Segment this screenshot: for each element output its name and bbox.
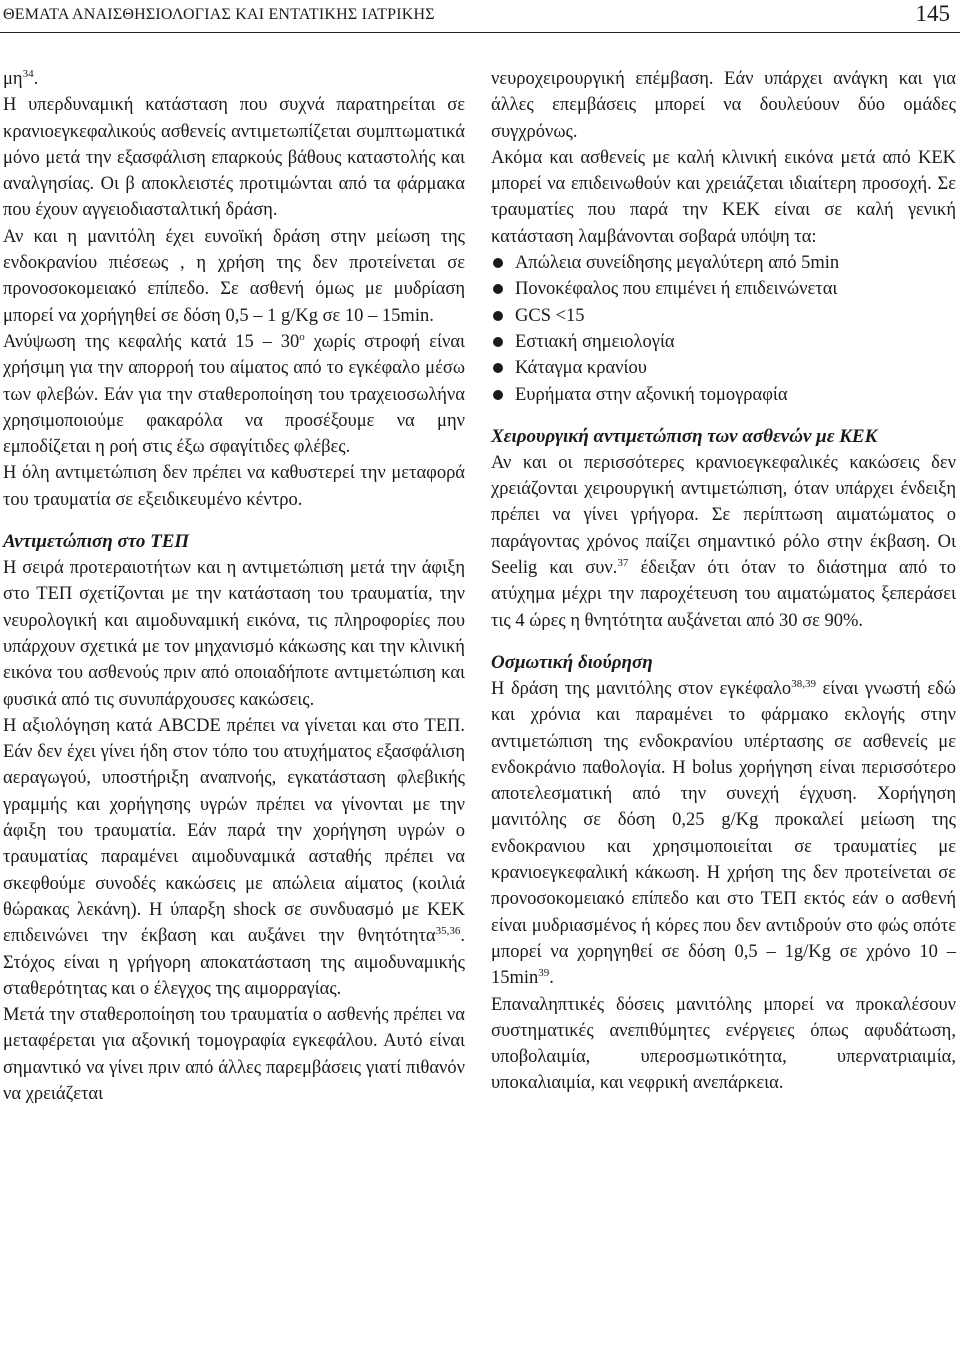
- citation-ref: 37: [617, 557, 629, 570]
- list-item-text: Εστιακή σημειολογία: [515, 331, 675, 352]
- paragraph: Μετά την σταθεροποίηση του τραυματία ο ασθενής πρέπει να μεταφέρεται για αξονική τομογραφία εγκεφάλου. Αυτό είναι σημαντικό να γίνει πριν από άλλες παρεμβάσεις γιατί πιθανόν να χρειάζεται: [3, 1005, 465, 1104]
- paragraph: Αν και η μανιτόλη έχει ευνοϊκή δράση στην μείωση της ενδοκρανίου πιέσεως , η χρήση της δεν προτείνεται σε προνοσοκομειακό επίπεδο. Σε ασθενή όμως με μυδρίαση μπορεί να χορήγηθεί σε δόση 0,5 – 1 g/Kg σε 10 – 15min.: [3, 226, 465, 326]
- paragraph: [3, 329, 465, 460]
- degree-mark: ο: [299, 330, 305, 343]
- list-item-text: Απώλεια συνείδησης μεγαλύτερη από 5min: [515, 253, 840, 274]
- text-run: .: [33, 69, 39, 89]
- section-heading: Αντιμετώπιση στο ΤΕΠ: [3, 531, 190, 553]
- text-run: Αν και οι περισσότερες κρανιοεγκεφαλικές κακώσεις δεν χρειάζονται χειρουργική αντιμετώπιση, όταν υπάρχει ένδειξη πρέπει να γίνει γρήγορα. Σε περίπτωση αιματώματος ο παράγοντας χρόνος παίζει σημαντικό ρόλο στην έκβαση. Οι Seelig και συν.: [491, 452, 956, 579]
- text-run: μη: [3, 69, 23, 89]
- left-column: [3, 66, 465, 1107]
- paragraph: Η υπερδυναμική κατάσταση που συχνά παρατηρείται σε κρανιοεγκεφαλικούς ασθενείς αντιμετωπίζεται συμπτωματικά μόνο μετά την εξασφάλιση επαρκούς βάθους καταστολής και αναλγησίας. Οι β αποκλειστές προτιμώνται από τα φάρμακα που έχουν αγγειοδιασταλτική δράση.: [3, 95, 465, 221]
- bullet-icon: [493, 390, 503, 400]
- text-run: Ανύψωση της κεφαλής κατά 15 – 30: [3, 331, 300, 352]
- citation-ref: 38,39: [791, 677, 816, 690]
- page-number: 145: [915, 1, 950, 26]
- list-item: [491, 382, 956, 408]
- paragraph: Ακόμα και ασθενείς με καλή κλινική εικόνα μετά από ΚΕΚ μπορεί να επιδεινωθούν και χρειάζεται ιδιαίτερη προσοχή. Σε τραυματίες που παρά την ΚΕΚ είναι σε καλή γενική κατάσταση λαμβάνονται σοβαρά υπόψη τα:: [491, 147, 956, 247]
- list-item-text: Κάταγμα κρανίου: [515, 358, 647, 379]
- text-run: Η αξιολόγηση κατά ABCDE πρέπει να γίνεται και στο ΤΕΠ. Εάν δεν έχει γίνει ήδη στον τόπο του ατυχήματος εξασφάλιση αεραγωγού, υποστήριξη αναπνοής, εγκατάσταση φλεβικής γραμμής και χορήγησης υγρών πρέπει να γίνονται με την άφιξη του τραυματία. Εάν παρά την χορήγηση υγρών ο τραυματίας παραμένει αιμοδυναμικά ασταθής πρέπει να σκεφθούμε συνοδές κακώσεις με απώλεια αίματος (κοιλιά θώρακας λεκάνη). Η ύπαρξη shock σε συνδυασμό με ΚΕΚ επιδεινώνει την έκβαση και αυξάνει την θνητότητα: [3, 715, 465, 947]
- bullet-icon: [493, 258, 503, 268]
- list-item: [491, 276, 956, 302]
- text-run: Η δράση της μανιτόλης στον εγκέφαλο: [491, 678, 792, 699]
- citation-ref: 34: [22, 68, 34, 80]
- right-column: [491, 66, 956, 1097]
- paragraph: νευροχειρουργική επέμβαση. Εάν υπάρχει ανάγκη και για άλλες επεμβάσεις μπορεί να δουλεύουν δύο ομάδες συγχρόνως.: [491, 69, 956, 142]
- citation-ref: 35,36: [435, 925, 461, 938]
- paragraph: [3, 66, 465, 92]
- paragraph: [491, 676, 956, 992]
- paragraph: [3, 713, 465, 1002]
- paragraph: Η όλη αντιμετώπιση δεν πρέπει να καθυστερεί την μεταφορά του τραυματία σε εξειδικευμένο κέντρο.: [3, 463, 465, 510]
- section-heading: Οσμωτική διούρηση: [491, 651, 653, 673]
- bullet-icon: [493, 311, 503, 321]
- bullet-icon: [493, 284, 503, 294]
- list-item-text: Ευρήματα στην αξονική τομογραφία: [515, 384, 788, 405]
- list-item: [491, 250, 956, 276]
- citation-ref: 39: [538, 967, 550, 980]
- list-item: [491, 303, 956, 329]
- section-heading: Χειρουργική αντιμετώπιση των ασθενών με ΚΕΚ: [491, 425, 878, 447]
- running-header: [0, 0, 960, 34]
- bullet-icon: [493, 363, 503, 373]
- journal-title: ΘΕΜΑΤΑ ΑΝΑΙΣΘΗΣΙΟΛΟΓΙΑΣ ΚΑΙ ΕΝΤΑΤΙΚΗΣ ΙΑΤΡΙΚΗΣ: [3, 6, 435, 23]
- list-item: [491, 329, 956, 355]
- header-rule: [0, 32, 960, 33]
- paragraph: Επαναληπτικές δόσεις μανιτόλης μπορεί να προκαλέσουν συστηματικές ανεπιθύμητες ενέργειες όπως αφυδάτωση, υποβολαιμία, υπεροσμωτικότητα, υπερνατριαιμία, υποκαλιαιμία, και νεφρική ανεπάρκεια.: [491, 994, 956, 1094]
- bullet-icon: [493, 337, 503, 347]
- list-item: [491, 355, 956, 381]
- bullet-list: [491, 250, 956, 408]
- paragraph: Η σειρά προτεραιοτήτων και η αντιμετώπιση μετά την άφιξη στο ΤΕΠ σχετίζονται με την κατάσταση του τραυματία, την νευρολογική και αιμοδυναμική εικόνα, τις πληροφορίες που υπάρχουν σχετικά με τον μηχανισμό κάκωσης και την κλινική εικόνα του ασθενούς πριν από οποιαδήποτε αντιμετώπιση και φυσικά από τις συνυπάρχουσες κακώσεις.: [3, 558, 465, 710]
- paragraph: [491, 450, 956, 634]
- text-run: είναι γνωστή εδώ και χρόνια και παραμένει το φάρμακο εκλογής στην αντιμετώπιση της ενδοκρανίου υπέρτασης σε ασθενείς με ενδοκράνιο παθολογία. Η bolus χορήγηση είναι περισσότερο αποτελεσματική από την συνεχή έγχυση. Χορήγηση μανιτόλης σε δόση 0,25 g/Kg προκαλεί μείωση της ενδοκρανιου και χρησιμοποιείται σε τραυματίες με κρανιοεγκεφαλική κάκωση. Η χρήση της δεν προτείνεται σε προνοσοκομειακό επίπεδο και στο ΤΕΠ εκτός εάν ο ασθενή είναι μυδριασμένος ή κόρες που δεν αντιδρούν στο φώς οπότε μπορεί να χορηγηθεί σε δόση 0,5 – 1g/Kg σε χρόνο 10 – 15min: [491, 678, 956, 989]
- text-run: . Στόχος είναι η γρήγορη αποκατάσταση της αιμοδυναμικής σταθερότητας και ο έλεγχος της αιμορραγίας.: [3, 926, 465, 999]
- list-item-text: Πονοκέφαλος που επιμένει ή επιδεινώνεται: [515, 279, 838, 300]
- text-run: έδειξαν ότι όταν το διάστημα από το ατύχημα μέχρι την παροχέτευση του αιματώματος ξεπεράσει τις 4 ώρες η θνητότητα αυξάνεται από 30 σε 90%.: [491, 558, 956, 631]
- text-run: .: [549, 968, 554, 989]
- text-run: χωρίς στροφή είναι χρήσιμη για την απορροή του αίματος από το εγκέφαλο μέσω των φλεβών. Εάν για την σταθεροποίηση του τραχειοσωλήνα χρησιμοποιούμε φακαρόλα να προσέξουμε να μην εμποδίζεται η ροή στις έξω σφαγίτιδες φλέβες.: [3, 331, 465, 458]
- list-item-text: GCS <15: [515, 305, 585, 326]
